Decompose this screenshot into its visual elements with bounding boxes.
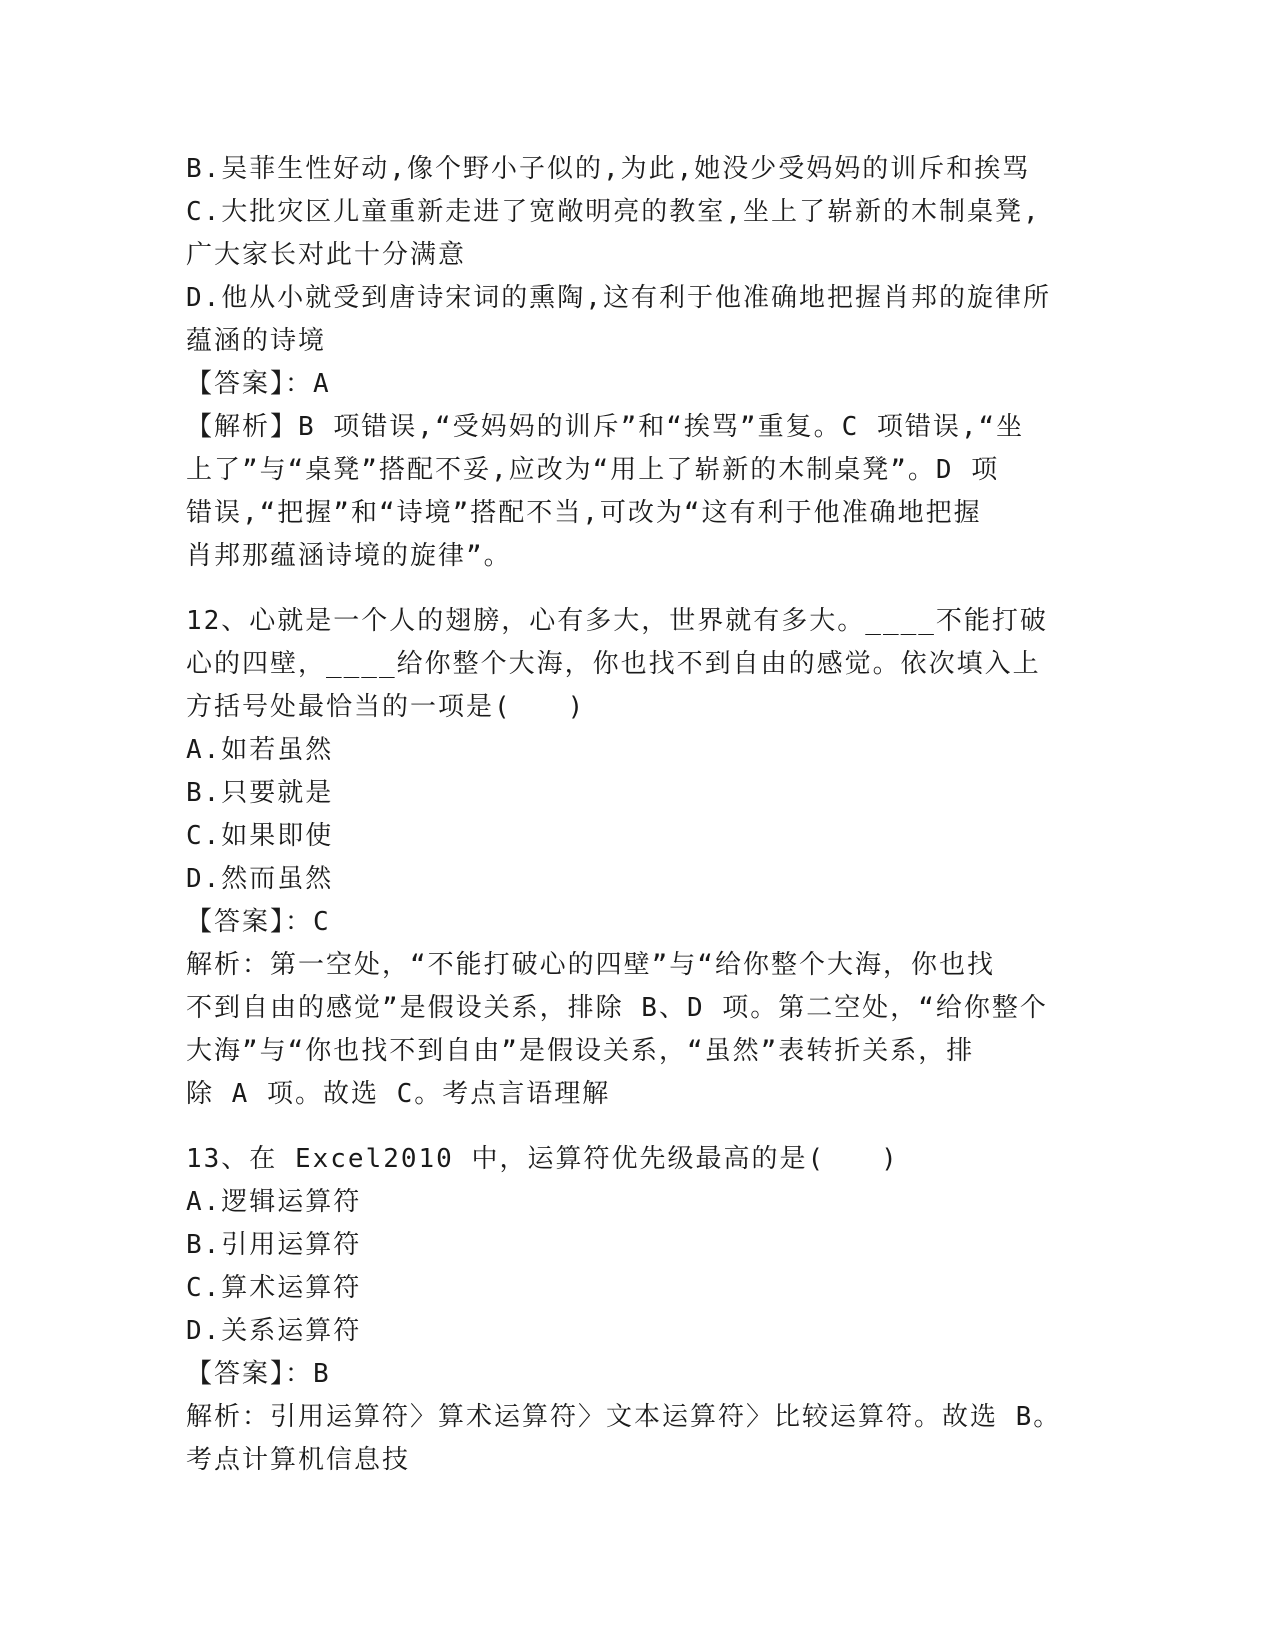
q11-option-b: B.吴菲生性好动,像个野小子似的,为此,她没少受妈妈的训斥和挨骂: [186, 154, 1031, 184]
q13-analysis-line: 解析：引用运算符〉算术运算符〉文本运算符〉比较运算符。故选 B。: [186, 1402, 1062, 1432]
q13-stem-line: 13、在 Excel2010 中，运算符优先级最高的是( ): [186, 1144, 899, 1174]
q13-option-c: C.算术运算符: [186, 1273, 362, 1303]
q11-analysis-line: 错误,“把握”和“诗境”搭配不当,可改为“这有利于他准确地把握: [186, 498, 982, 528]
question-11-section: [186, 148, 1076, 578]
q12-option-d: D.然而虽然: [186, 864, 334, 894]
q11-analysis-line: 【解析】B 项错误,“受妈妈的训斥”和“挨骂”重复。C 项错误,“坐: [186, 412, 1025, 442]
q12-stem-line: 方括号处最恰当的一项是( ): [186, 692, 586, 722]
section-gap: [186, 578, 1076, 600]
q11-option-c-line-2: 广大家长对此十分满意: [186, 240, 467, 270]
q11-answer: 【答案】：A: [186, 369, 331, 399]
q12-answer: 【答案】：C: [186, 907, 331, 937]
q13-option-d: D.关系运算符: [186, 1316, 362, 1346]
section-gap: [186, 1116, 1076, 1138]
q12-option-b: B.只要就是: [186, 778, 334, 808]
q12-analysis-line: 除 A 项。故选 C。考点言语理解: [186, 1079, 611, 1109]
q12-stem-line: 心的四壁，____给你整个大海，你也找不到自由的感觉。依次填入上: [186, 649, 1041, 679]
q13-analysis-line: 考点计算机信息技: [186, 1445, 411, 1475]
q11-option-d-line-2: 蕴涵的诗境: [186, 326, 327, 356]
q12-option-c: C.如果即使: [186, 821, 334, 851]
q13-answer: 【答案】：B: [186, 1359, 331, 1389]
q12-analysis-line: 不到自由的感觉”是假设关系，排除 B、D 项。第二空处，“给你整个: [186, 993, 1048, 1023]
q13-option-a: A.逻辑运算符: [186, 1187, 362, 1217]
document-page: [186, 148, 1076, 1482]
q12-option-a: A.如若虽然: [186, 735, 334, 765]
q12-analysis-line: 大海”与“你也找不到自由”是假设关系，“虽然”表转折关系，排: [186, 1036, 975, 1066]
q11-option-c-line-1: C.大批灾区儿童重新走进了宽敞明亮的教室,坐上了崭新的木制桌凳,: [186, 197, 1041, 227]
q11-analysis-line: 肖邦那蕴涵诗境的旋律”。: [186, 541, 512, 571]
question-12-section: [186, 600, 1076, 1116]
q12-analysis-line: 解析：第一空处，“不能打破心的四壁”与“给你整个大海，你也找: [186, 950, 995, 980]
question-13-section: [186, 1138, 1076, 1482]
q11-option-d-line-1: D.他从小就受到唐诗宋词的熏陶,这有利于他准确地把握肖邦的旋律所: [186, 283, 1051, 313]
q13-option-b: B.引用运算符: [186, 1230, 362, 1260]
q11-analysis-line: 上了”与“桌凳”搭配不妥,应改为“用上了崭新的木制桌凳”。D 项: [186, 455, 1000, 485]
q12-stem-line: 12、心就是一个人的翅膀，心有多大，世界就有多大。____不能打破: [186, 606, 1048, 636]
